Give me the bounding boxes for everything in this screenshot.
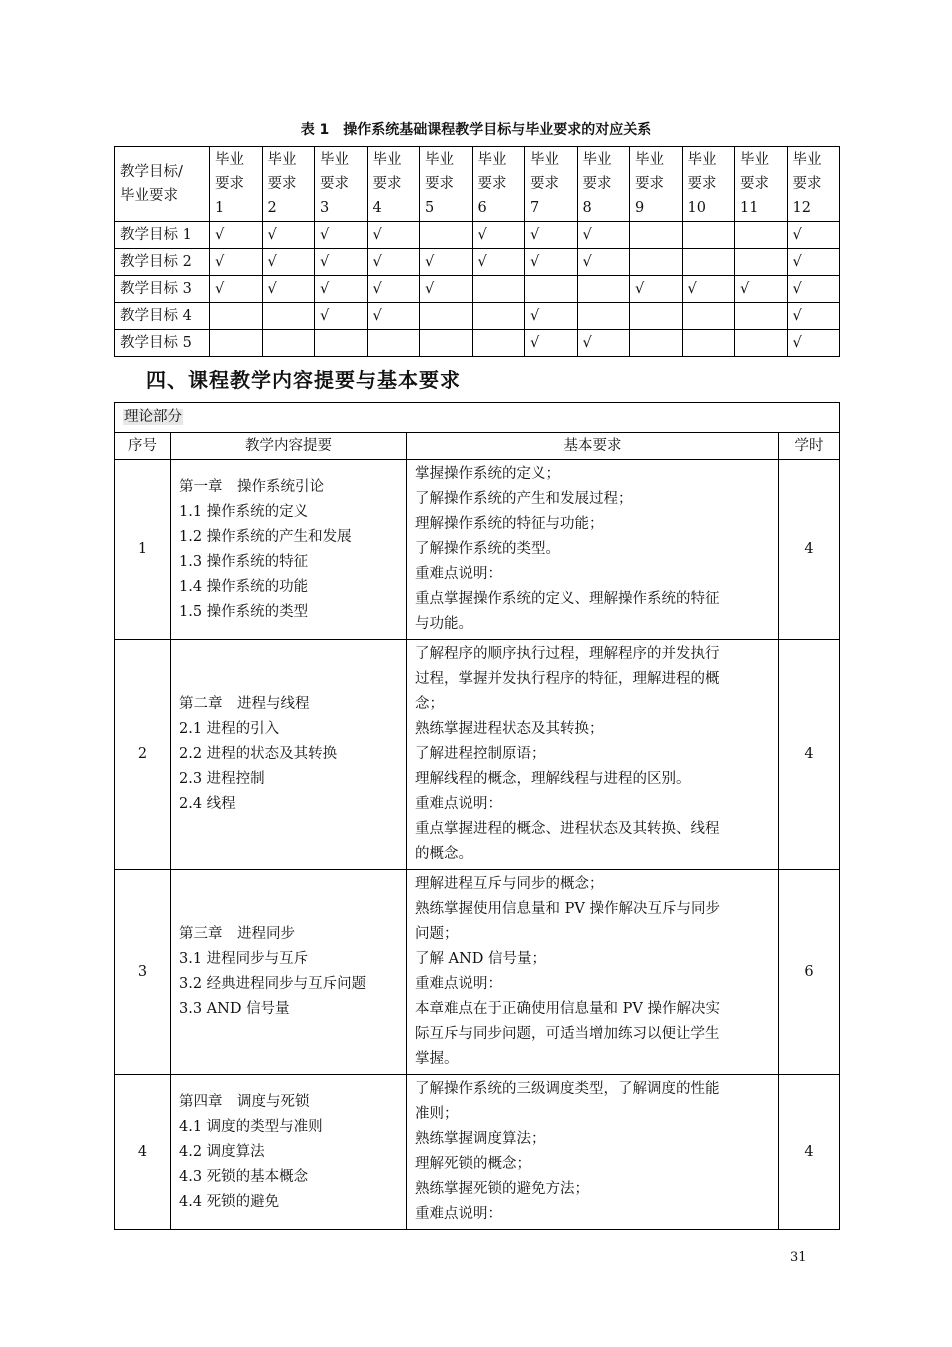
requirement-line: 重难点说明：	[415, 566, 502, 582]
content-outline	[171, 460, 407, 640]
requirement-header-line: 10	[687, 200, 706, 216]
requirement-line: 重难点说明：	[415, 1206, 502, 1222]
check-mark-cell	[420, 330, 473, 357]
page-number: 31	[790, 1250, 807, 1265]
basic-requirements	[407, 870, 779, 1075]
requirement-line: 了解操作系统的产生和发展过程；	[415, 491, 633, 507]
check-mark-cell: √	[787, 303, 840, 330]
credit-hours: 4	[779, 1075, 840, 1230]
requirement-header	[367, 147, 420, 222]
requirement-header	[472, 147, 525, 222]
objective-label: 教学目标 1	[115, 222, 210, 249]
requirement-header	[577, 147, 630, 222]
check-mark-cell: √	[787, 222, 840, 249]
check-mark-cell	[735, 249, 788, 276]
requirement-line: 问题；	[415, 926, 459, 942]
content-outline	[171, 1075, 407, 1230]
requirement-line: 理解进程互斥与同步的概念；	[415, 876, 604, 892]
check-mark-cell	[420, 222, 473, 249]
corner-header	[115, 147, 210, 222]
check-mark-cell: √	[262, 276, 315, 303]
requirement-header	[787, 147, 840, 222]
check-mark-cell: √	[630, 276, 683, 303]
requirement-line: 掌握操作系统的定义；	[415, 466, 560, 482]
requirement-line: 了解程序的顺序执行过程，理解程序的并发执行	[415, 646, 720, 662]
outline-line: 1.4 操作系统的功能	[179, 578, 309, 595]
requirement-line: 了解操作系统的类型。	[415, 541, 560, 557]
objective-row	[115, 276, 840, 303]
requirement-header-line: 12	[792, 200, 811, 216]
requirement-header-line: 4	[372, 200, 382, 216]
outline-line: 4.4 死锁的避免	[179, 1193, 280, 1210]
check-mark-cell	[367, 330, 420, 357]
outline-line: 第一章 操作系统引论	[179, 478, 324, 495]
requirement-header	[210, 147, 263, 222]
check-mark-cell: √	[420, 249, 473, 276]
check-mark-cell	[210, 303, 263, 330]
requirement-header-line: 要求	[635, 176, 664, 192]
objective-label: 教学目标 3	[115, 276, 210, 303]
row-number: 1	[115, 460, 171, 640]
requirement-header-line: 要求	[740, 176, 769, 192]
requirement-line: 掌握。	[415, 1051, 459, 1067]
check-mark-cell	[210, 330, 263, 357]
credit-hours: 4	[779, 460, 840, 640]
outline-line: 2.2 进程的状态及其转换	[179, 746, 338, 762]
check-mark-cell: √	[525, 249, 578, 276]
requirement-header	[262, 147, 315, 222]
outline-line: 1.2 操作系统的产生和发展	[179, 528, 352, 545]
objectives-requirements-table	[114, 146, 840, 357]
requirement-line: 理解线程的概念，理解线程与进程的区别。	[415, 771, 691, 787]
outline-line: 2.4 线程	[179, 796, 236, 812]
header-num: 序号	[115, 433, 171, 460]
check-mark-cell	[682, 222, 735, 249]
check-mark-cell: √	[367, 276, 420, 303]
row-number: 2	[115, 640, 171, 870]
requirement-header-line: 要求	[267, 176, 297, 192]
check-mark-cell: √	[210, 249, 263, 276]
requirement-header-line: 要求	[215, 176, 244, 192]
content-row	[115, 460, 840, 640]
requirement-header-line: 毕业	[792, 152, 822, 168]
check-mark-cell	[472, 303, 525, 330]
check-mark-cell: √	[525, 303, 578, 330]
check-mark-cell: √	[367, 222, 420, 249]
table-header-row	[115, 433, 840, 460]
requirement-header-line: 毕业	[530, 152, 559, 168]
requirement-header-line: 要求	[792, 176, 822, 192]
check-mark-cell	[735, 303, 788, 330]
requirement-header-line: 6	[477, 200, 487, 216]
check-mark-cell: √	[420, 276, 473, 303]
requirement-header	[735, 147, 788, 222]
check-mark-cell: √	[315, 222, 368, 249]
objective-label: 教学目标 5	[115, 330, 210, 357]
check-mark-cell: √	[682, 276, 735, 303]
requirement-header-line: 毕业	[740, 152, 769, 168]
requirement-line: 理解死锁的概念；	[415, 1156, 531, 1172]
requirement-header-line: 毕业	[372, 152, 402, 168]
objective-label: 教学目标 2	[115, 249, 210, 276]
content-row	[115, 1075, 840, 1230]
check-mark-cell: √	[210, 222, 263, 249]
content-outline	[171, 870, 407, 1075]
requirement-header-line: 11	[740, 200, 759, 216]
basic-requirements	[407, 1075, 779, 1230]
outline-line: 第三章 进程同步	[179, 926, 295, 942]
requirement-header-line: 毕业	[635, 152, 664, 168]
requirement-line: 熟练掌握使用信息量和 PV 操作解决互斥与同步	[415, 901, 720, 917]
requirement-header	[630, 147, 683, 222]
check-mark-cell	[472, 330, 525, 357]
check-mark-cell	[472, 276, 525, 303]
requirement-line: 理解操作系统的特征与功能；	[415, 516, 604, 532]
outline-line: 3.2 经典进程同步与互斥问题	[179, 976, 367, 992]
outline-line: 3.3 AND 信号量	[179, 1001, 290, 1017]
check-mark-cell: √	[210, 276, 263, 303]
section-title: 四、课程教学内容提要与基本要求	[146, 368, 461, 392]
outline-line: 2.3 进程控制	[179, 771, 265, 787]
requirement-header-line: 8	[582, 200, 592, 216]
check-mark-cell	[630, 222, 683, 249]
theory-part-label: 理论部分	[115, 403, 840, 433]
requirement-line: 了解操作系统的三级调度类型，了解调度的性能	[415, 1081, 720, 1097]
check-mark-cell	[735, 222, 788, 249]
requirement-header-line: 要求	[582, 176, 612, 192]
corner-header-line: 毕业要求	[120, 188, 178, 204]
check-mark-cell: √	[787, 330, 840, 357]
check-mark-cell: √	[525, 330, 578, 357]
corner-header-line: 教学目标/	[120, 164, 183, 180]
check-mark-cell: √	[787, 249, 840, 276]
requirement-line: 准则；	[415, 1106, 459, 1122]
outline-line: 1.1 操作系统的定义	[179, 503, 309, 520]
requirement-line: 际互斥与同步问题，可适当增加练习以便让学生	[415, 1026, 720, 1042]
requirement-line: 重点掌握操作系统的定义、理解操作系统的特征	[415, 591, 720, 607]
outline-line: 1.3 操作系统的特征	[179, 553, 309, 570]
requirement-header-line: 毕业	[425, 152, 454, 168]
basic-requirements	[407, 460, 779, 640]
requirement-header-line: 3	[320, 200, 330, 216]
header-content: 教学内容提要	[171, 433, 407, 460]
check-mark-cell	[630, 330, 683, 357]
requirement-header	[420, 147, 473, 222]
content-row	[115, 640, 840, 870]
requirement-header-line: 要求	[425, 176, 454, 192]
check-mark-cell: √	[525, 222, 578, 249]
check-mark-cell: √	[262, 222, 315, 249]
outline-line: 第四章 调度与死锁	[179, 1093, 310, 1110]
check-mark-cell	[525, 276, 578, 303]
row-number: 4	[115, 1075, 171, 1230]
outline-line: 1.5 操作系统的类型	[179, 603, 309, 620]
check-mark-cell: √	[787, 276, 840, 303]
requirement-header-line: 毕业	[582, 152, 612, 168]
outline-line: 4.3 死锁的基本概念	[179, 1168, 309, 1185]
requirement-header-line: 毕业	[687, 152, 717, 168]
check-mark-cell: √	[315, 249, 368, 276]
requirement-header	[525, 147, 578, 222]
requirement-line: 熟练掌握死锁的避免方法；	[415, 1181, 589, 1197]
check-mark-cell	[682, 330, 735, 357]
requirement-header-line: 要求	[530, 176, 559, 192]
requirement-line: 的概念。	[415, 846, 473, 862]
outline-line: 第二章 进程与线程	[179, 696, 310, 712]
requirement-header-line: 要求	[687, 176, 717, 192]
check-mark-cell	[262, 303, 315, 330]
course-content-table	[114, 402, 840, 1230]
check-mark-cell	[630, 303, 683, 330]
requirement-line: 重点掌握进程的概念、进程状态及其转换、线程	[415, 821, 720, 837]
table1-header-row	[115, 147, 840, 222]
requirement-header-line: 2	[267, 200, 277, 216]
credit-hours: 6	[779, 870, 840, 1075]
check-mark-cell	[735, 330, 788, 357]
check-mark-cell	[577, 303, 630, 330]
requirement-header-line: 毕业	[477, 152, 507, 168]
check-mark-cell	[262, 330, 315, 357]
content-outline	[171, 640, 407, 870]
check-mark-cell: √	[367, 303, 420, 330]
header-hours: 学时	[779, 433, 840, 460]
check-mark-cell: √	[577, 330, 630, 357]
requirement-header-line: 要求	[372, 176, 402, 192]
requirement-line: 重难点说明：	[415, 796, 502, 812]
check-mark-cell	[420, 303, 473, 330]
requirement-header-line: 要求	[477, 176, 507, 192]
requirement-header	[315, 147, 368, 222]
objective-row	[115, 249, 840, 276]
check-mark-cell	[682, 249, 735, 276]
check-mark-cell: √	[315, 276, 368, 303]
requirement-line: 熟练掌握进程状态及其转换；	[415, 721, 604, 737]
requirement-line: 重难点说明：	[415, 976, 502, 992]
outline-line: 3.1 进程同步与互斥	[179, 951, 309, 967]
requirement-header-line: 5	[425, 200, 435, 216]
check-mark-cell: √	[262, 249, 315, 276]
basic-requirements	[407, 640, 779, 870]
objective-label: 教学目标 4	[115, 303, 210, 330]
outline-line: 4.1 调度的类型与准则	[179, 1118, 323, 1135]
check-mark-cell: √	[577, 222, 630, 249]
outline-line: 2.1 进程的引入	[179, 721, 280, 737]
requirement-line: 熟练掌握调度算法；	[415, 1131, 546, 1147]
check-mark-cell	[630, 249, 683, 276]
header-requirements: 基本要求	[407, 433, 779, 460]
requirement-header	[682, 147, 735, 222]
check-mark-cell	[577, 276, 630, 303]
check-mark-cell: √	[735, 276, 788, 303]
requirement-line: 与功能。	[415, 616, 473, 632]
requirement-line: 了解进程控制原语；	[415, 746, 546, 762]
requirement-line: 念；	[415, 696, 444, 712]
check-mark-cell	[315, 330, 368, 357]
requirement-header-line: 要求	[320, 176, 349, 192]
check-mark-cell: √	[315, 303, 368, 330]
check-mark-cell: √	[577, 249, 630, 276]
requirement-header-line: 7	[530, 200, 540, 216]
check-mark-cell	[682, 303, 735, 330]
objective-row	[115, 222, 840, 249]
outline-line: 4.2 调度算法	[179, 1143, 265, 1160]
table-caption: 表 1 操作系统基础课程教学目标与毕业要求的对应关系	[300, 122, 652, 138]
requirement-header-line: 毕业	[215, 152, 244, 168]
requirement-header-line: 毕业	[320, 152, 349, 168]
requirement-line: 本章难点在于正确使用信息量和 PV 操作解决实	[415, 1001, 720, 1017]
requirement-header-line: 1	[215, 200, 225, 216]
check-mark-cell: √	[367, 249, 420, 276]
content-row	[115, 870, 840, 1075]
requirement-line: 过程，掌握并发执行程序的特征，理解进程的概	[415, 671, 720, 687]
requirement-header-line: 9	[635, 200, 645, 216]
check-mark-cell: √	[472, 222, 525, 249]
row-number: 3	[115, 870, 171, 1075]
objective-row	[115, 330, 840, 357]
credit-hours: 4	[779, 640, 840, 870]
objective-row	[115, 303, 840, 330]
check-mark-cell: √	[472, 249, 525, 276]
requirement-line: 了解 AND 信号量；	[415, 951, 547, 967]
requirement-header-line: 毕业	[267, 152, 297, 168]
